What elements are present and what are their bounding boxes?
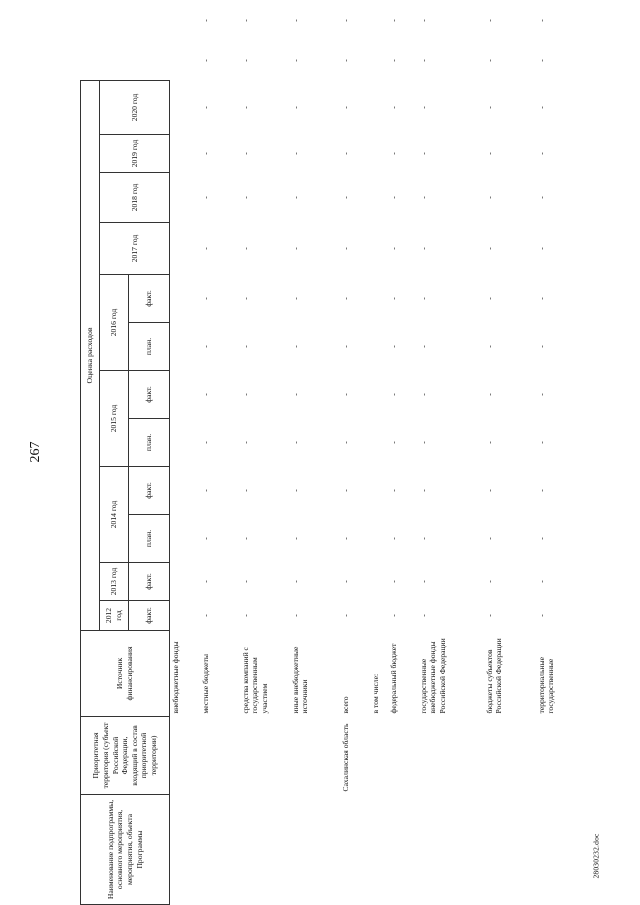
value-cell: -: [388, 393, 398, 396]
value-cell: -: [200, 247, 210, 250]
header-plan: план.: [129, 323, 170, 371]
value-cell: -: [536, 441, 546, 444]
row-territory: [536, 717, 570, 795]
value-cell: [170, 467, 200, 515]
value-cell: -: [340, 59, 350, 62]
value-cell: -: [484, 537, 494, 540]
row-source: иные внебюджетные источники: [290, 646, 310, 714]
value-cell: -: [290, 580, 300, 583]
value-cell: [370, 173, 388, 223]
value-cell: -: [418, 580, 428, 583]
value-cell: -: [240, 59, 250, 62]
value-cell: -: [240, 441, 250, 444]
value-cell: -: [240, 614, 250, 617]
value-cell: -: [418, 152, 428, 155]
table-row: [170, 1, 200, 905]
value-cell: -: [240, 196, 250, 199]
value-cell: -: [340, 196, 350, 199]
value-cell: [170, 323, 200, 371]
value-cell: -: [240, 152, 250, 155]
header-year-2018: 2018 год: [100, 173, 170, 223]
row-name: [290, 795, 340, 905]
row-territory: [388, 717, 418, 795]
value-cell: [370, 135, 388, 173]
value-cell: [370, 371, 388, 419]
value-cell: -: [340, 441, 350, 444]
value-cell: [370, 515, 388, 563]
row-territory: [418, 717, 484, 795]
row-territory: [370, 717, 388, 795]
row-source: внебюджетные фонды: [171, 641, 180, 714]
header-year-2016: 2016 год: [100, 275, 129, 371]
row-name: [200, 795, 240, 905]
value-cell: [170, 563, 200, 601]
value-cell: [170, 419, 200, 467]
value-cell: -: [290, 345, 300, 348]
value-cell: -: [388, 19, 398, 22]
value-cell: [370, 419, 388, 467]
row-name: [340, 795, 370, 905]
row-territory: [170, 717, 200, 795]
value-cell: -: [418, 614, 428, 617]
value-cell: -: [240, 580, 250, 583]
value-cell: [370, 80, 388, 134]
value-cell: -: [200, 297, 210, 300]
row-name: [170, 795, 200, 905]
header-estimate: Оценка расходов: [81, 80, 100, 630]
row-territory: [290, 717, 340, 795]
value-cell: -: [290, 106, 300, 109]
header-year-2020: 2020 год: [100, 80, 170, 134]
header-fact: факт.: [129, 275, 170, 323]
value-cell: -: [388, 152, 398, 155]
value-cell: -: [536, 196, 546, 199]
header-year-2014: 2014 год: [100, 467, 129, 563]
value-cell: -: [200, 152, 210, 155]
value-cell: [370, 223, 388, 275]
value-cell: -: [240, 19, 250, 22]
value-cell: [170, 601, 200, 631]
value-cell: -: [340, 19, 350, 22]
row-source: бюджеты субъектов Российской Федерации: [484, 638, 504, 714]
value-cell: -: [484, 441, 494, 444]
value-cell: -: [388, 196, 398, 199]
value-cell: -: [536, 345, 546, 348]
row-name: [370, 795, 388, 905]
value-cell: [170, 515, 200, 563]
header-plan: план.: [129, 515, 170, 563]
value-cell: -: [536, 489, 546, 492]
row-territory: [484, 717, 536, 795]
header-year-2012: 2012 год: [100, 601, 129, 631]
value-cell: -: [536, 59, 546, 62]
value-cell: -: [484, 247, 494, 250]
table-row: [536, 1, 570, 905]
value-cell: -: [200, 393, 210, 396]
value-cell: -: [418, 441, 428, 444]
value-cell: -: [290, 247, 300, 250]
value-cell: -: [200, 345, 210, 348]
row-source: местные бюджеты: [200, 654, 210, 714]
value-cell: -: [200, 59, 210, 62]
value-cell: -: [290, 441, 300, 444]
value-cell: -: [290, 196, 300, 199]
value-cell: -: [340, 297, 350, 300]
table-row: [240, 1, 290, 905]
value-cell: -: [290, 537, 300, 540]
value-cell: -: [536, 393, 546, 396]
value-cell: -: [418, 393, 428, 396]
value-cell: -: [484, 19, 494, 22]
value-cell: [170, 80, 200, 134]
value-cell: -: [240, 106, 250, 109]
value-cell: -: [388, 297, 398, 300]
value-cell: -: [484, 196, 494, 199]
header-year-2017: 2017 год: [100, 223, 170, 275]
value-cell: -: [536, 247, 546, 250]
value-cell: -: [484, 106, 494, 109]
value-cell: -: [240, 537, 250, 540]
row-source: федеральный бюджет: [388, 643, 398, 714]
value-cell: -: [200, 537, 210, 540]
value-cell: -: [340, 580, 350, 583]
value-cell: -: [290, 614, 300, 617]
value-cell: -: [484, 489, 494, 492]
value-cell: -: [240, 247, 250, 250]
value-cell: -: [200, 19, 210, 22]
value-cell: -: [290, 297, 300, 300]
value-cell: -: [418, 297, 428, 300]
row-source: средства компаний с государственным участием: [240, 647, 269, 714]
value-cell: [170, 40, 200, 80]
value-cell: -: [340, 393, 350, 396]
value-cell: -: [388, 441, 398, 444]
value-cell: -: [388, 247, 398, 250]
header-fact: факт.: [129, 467, 170, 515]
table-row: [388, 1, 418, 905]
value-cell: -: [340, 489, 350, 492]
value-cell: -: [484, 59, 494, 62]
row-territory: [240, 717, 290, 795]
value-cell: -: [290, 19, 300, 22]
header-fact: факт.: [129, 371, 170, 419]
row-name: [536, 795, 570, 905]
row-name: [240, 795, 290, 905]
value-cell: -: [388, 489, 398, 492]
value-cell: -: [484, 345, 494, 348]
value-cell: -: [200, 614, 210, 617]
value-cell: -: [484, 614, 494, 617]
value-cell: [370, 563, 388, 601]
value-cell: -: [418, 489, 428, 492]
value-cell: -: [290, 489, 300, 492]
value-cell: -: [290, 152, 300, 155]
value-cell: -: [536, 580, 546, 583]
table-row: [290, 1, 340, 905]
value-cell: [370, 1, 388, 41]
value-cell: -: [484, 393, 494, 396]
value-cell: -: [200, 489, 210, 492]
value-cell: -: [240, 393, 250, 396]
value-cell: [370, 275, 388, 323]
value-cell: -: [200, 196, 210, 199]
row-source: всего: [340, 696, 350, 714]
value-cell: -: [388, 345, 398, 348]
value-cell: -: [388, 106, 398, 109]
value-cell: -: [536, 537, 546, 540]
value-cell: -: [240, 297, 250, 300]
table-row: [200, 1, 240, 905]
value-cell: -: [290, 59, 300, 62]
value-cell: [370, 40, 388, 80]
value-cell: -: [340, 247, 350, 250]
value-cell: -: [340, 106, 350, 109]
value-cell: -: [536, 297, 546, 300]
header-fact: факт.: [129, 563, 170, 601]
row-source: в том числе:: [370, 673, 380, 714]
value-cell: -: [388, 614, 398, 617]
value-cell: -: [484, 297, 494, 300]
value-cell: [170, 135, 200, 173]
value-cell: -: [388, 537, 398, 540]
table-row: [484, 1, 536, 905]
header-territory: Приоритетная территория (субъект Российской Федерации, входящий в состав приоритетной территории): [81, 717, 170, 795]
budget-table-rotated: [80, 0, 640, 905]
row-name: [418, 795, 484, 905]
value-cell: [370, 601, 388, 631]
value-cell: -: [536, 152, 546, 155]
header-fact: факт.: [129, 601, 170, 631]
page-number: 267: [28, 441, 43, 463]
value-cell: [170, 1, 200, 41]
table-row: [340, 1, 370, 905]
document-id: 28030232.doc: [591, 833, 601, 879]
table-body: [170, 1, 570, 905]
header-year-2015: 2015 год: [100, 371, 129, 467]
row-territory: [200, 717, 240, 795]
value-cell: -: [340, 345, 350, 348]
budget-table: [80, 0, 570, 905]
value-cell: -: [340, 152, 350, 155]
value-cell: -: [240, 489, 250, 492]
value-cell: -: [388, 59, 398, 62]
row-territory: Сахалинская область: [340, 723, 350, 792]
value-cell: -: [418, 196, 428, 199]
header-year-2019: 2019 год: [100, 135, 170, 173]
value-cell: -: [290, 393, 300, 396]
value-cell: -: [418, 19, 428, 22]
value-cell: -: [200, 106, 210, 109]
value-cell: -: [340, 537, 350, 540]
value-cell: -: [200, 580, 210, 583]
header-source: Источник финансирования: [81, 631, 170, 717]
value-cell: -: [484, 580, 494, 583]
table-header: [81, 1, 170, 905]
value-cell: -: [536, 19, 546, 22]
value-cell: [170, 275, 200, 323]
value-cell: -: [418, 106, 428, 109]
value-cell: -: [388, 580, 398, 583]
row-source: территориальные государственные: [536, 657, 556, 714]
value-cell: -: [200, 441, 210, 444]
value-cell: -: [418, 537, 428, 540]
value-cell: [370, 323, 388, 371]
value-cell: -: [240, 345, 250, 348]
value-cell: -: [418, 59, 428, 62]
header-name: Наименование подпрограммы, основного мероприятия, мероприятия, объекта Программы: [81, 795, 170, 905]
table-row: [418, 1, 484, 905]
header-plan: план.: [129, 419, 170, 467]
header-year-2013: 2013 год: [100, 563, 129, 601]
value-cell: [170, 173, 200, 223]
value-cell: -: [536, 106, 546, 109]
value-cell: [370, 467, 388, 515]
value-cell: -: [418, 345, 428, 348]
value-cell: -: [418, 247, 428, 250]
row-name: [388, 795, 418, 905]
value-cell: [170, 371, 200, 419]
value-cell: -: [536, 614, 546, 617]
row-name: [484, 795, 536, 905]
value-cell: [170, 223, 200, 275]
table-row: [370, 1, 388, 905]
value-cell: -: [340, 614, 350, 617]
row-source: государственные внебюджетные фонды Российской Федерации: [418, 638, 447, 714]
value-cell: -: [484, 152, 494, 155]
